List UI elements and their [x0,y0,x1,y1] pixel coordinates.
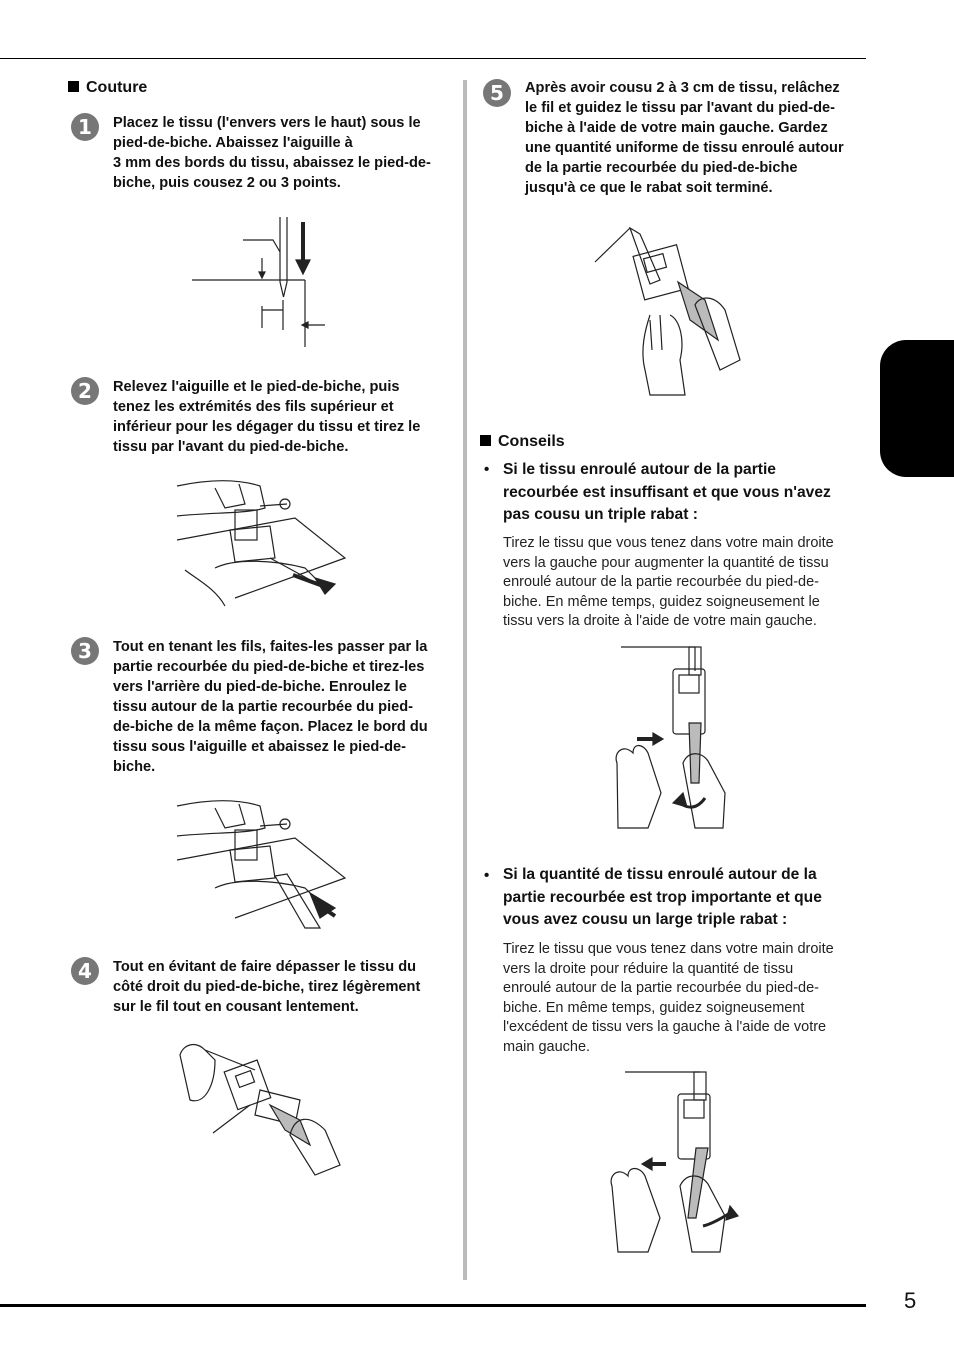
step-text-3: Tout en tenant les fils, faites-les passer par la partie recourbée du pied-de-biche et tirez-les vers l'arrière du pied-de-biche. Enroulez le tissu autour de la partie recourbée du pied- de-biche de la même façon. Placez le bord du tissu sous l'aiguille et abaissez le pied-de- biche. [113,639,428,775]
column-separator [463,80,467,1280]
chapter-tab [880,340,954,477]
step-text-5: Après avoir cousu 2 à 3 cm de tissu, relâchez le fil et guidez le tissu par l'avant du pied-de- biche à l'aide de votre main gauche. Gardez une quantité uniforme de tissu enroulé autour de la partie recourbée du pied-de-biche jusqu'à ce que le rabat soit terminé. [525,80,844,196]
step-number-3: 3 [71,637,99,665]
step-number-4: 4 [71,957,99,985]
step-text-1: Placez le tissu (l'envers vers le haut) sous le pied-de-biche. Abaissez l'aiguille à 3 mm des bords du tissu, abaissez le pied-de- biche, puis cousez 2 ou 3 points. [113,115,431,191]
step-number-1: 1 [71,113,99,141]
top-rule [0,58,866,59]
tip-title-1: Si le tissu enroulé autour de la partie recourbée est insuffisant et que vous n'avez pas cousu un triple rabat : [503,461,831,523]
step-number-5: 5 [483,79,511,107]
bullet-1: • [484,461,490,478]
fabric-adjust-right-illustration [600,1068,745,1254]
section-heading-conseils: Conseils [480,433,565,451]
step-text-4: Tout en évitant de faire dépasser le tissu du côté droit du pied-de-biche, tirez légèrement sur le fil tout en cousant lentement. [113,959,421,1015]
tip-body-2: Tirez le tissu que vous tenez dans votre main droite vers la droite pour réduire la quantité de tissu enroulé autour de la partie recourbée du pied-de- biche. En même temps, guidez soigneusement l'excédent de tissu vers la gauche à l'aide de votre main gauche. [503,941,834,1055]
bullet-2: • [484,867,490,884]
hands-guiding-fabric-illustration [590,220,755,398]
square-bullet-icon [480,435,491,446]
bottom-rule [0,1304,866,1307]
needle-diagram [185,212,335,352]
tip-body-1: Tirez le tissu que vous tenez dans votre main droite vers la gauche pour augmenter la quantité de tissu enroulé autour de la partie recourbée du pied-de- biche. En même temps, guidez soigneusement le tissu vers la droite à l'aide de votre main gauche. [503,535,834,629]
step-number-2: 2 [71,377,99,405]
tip-title-2: Si la quantité de tissu enroulé autour de la partie recourbée est trop importante et que vous avez cousu un large triple rabat : [503,866,822,928]
page-number: 5 [904,1288,917,1313]
presser-foot-illustration-2 [175,478,350,610]
step-text-2: Relevez l'aiguille et le pied-de-biche, puis tenez les extrémités des fils supérieur et inférieur pour les dégager du tissu et tirez le tissu par l'avant du pied-de-biche. [113,379,421,455]
fabric-adjust-left-illustration [603,643,743,831]
hand-pulling-thread-illustration [175,1035,355,1183]
section-heading-couture: Couture [68,79,147,97]
presser-foot-illustration-3 [175,798,350,930]
square-bullet-icon [68,81,79,92]
